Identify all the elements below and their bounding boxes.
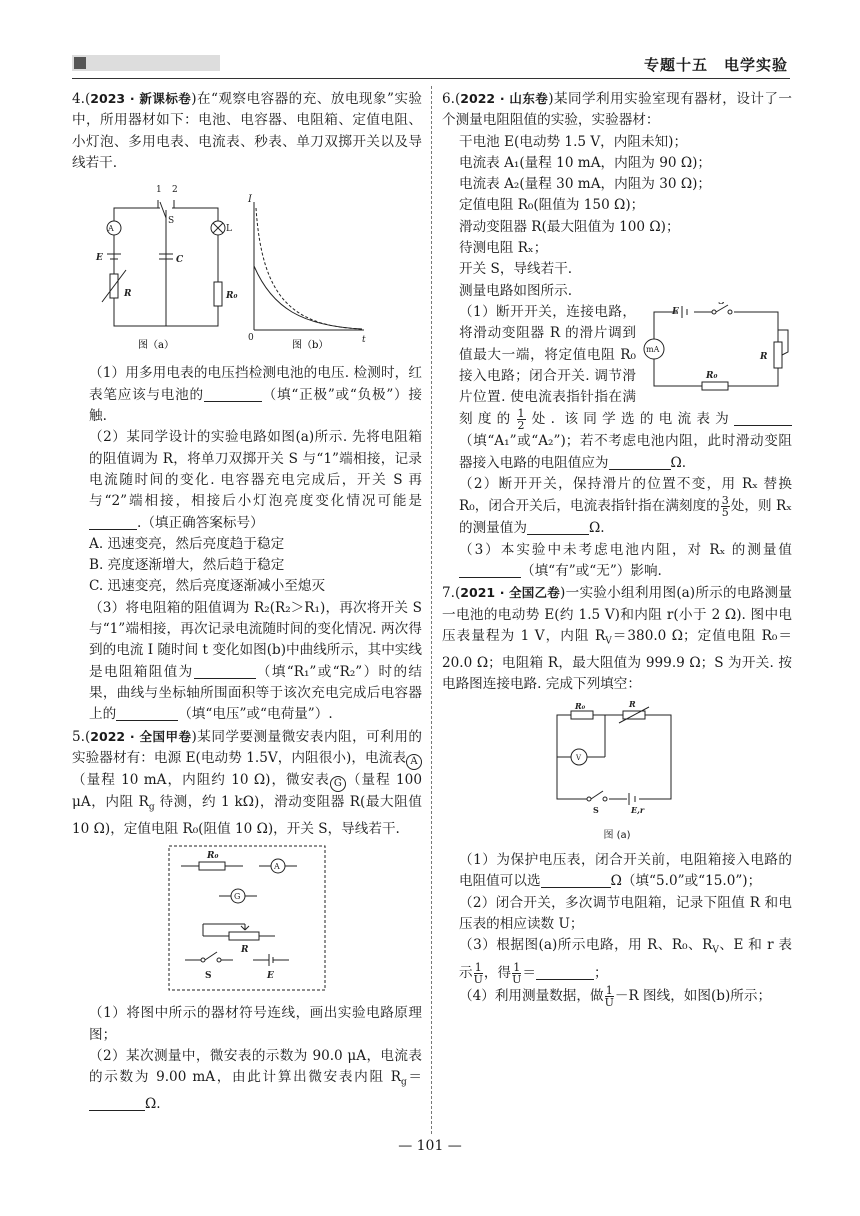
svg-text:R₀: R₀: [706, 370, 718, 381]
option-c: C. 迅速变亮，然后亮度逐渐减小至熄灭: [89, 578, 326, 595]
answer-blank[interactable]: [734, 411, 792, 426]
answer-blank[interactable]: [89, 1096, 145, 1111]
fraction: $\frac{1}{U}$: [473, 961, 483, 987]
q7-circuit-diagram: [547, 699, 687, 819]
svg-text:E,r: E,r: [631, 805, 645, 816]
svg-text:V: V: [576, 754, 582, 763]
svg-text:E: E: [672, 306, 679, 317]
equipment-item: 电流表 A₂(量程 30 mA，内阻为 30 Ω)；: [459, 176, 711, 193]
q4-figures: [72, 178, 422, 359]
svg-text:2: 2: [172, 185, 178, 196]
answer-blank[interactable]: [204, 387, 262, 402]
q6-circuit-diagram: [642, 302, 792, 398]
svg-text:E: E: [267, 971, 274, 982]
svg-text:R₀: R₀: [226, 291, 238, 302]
svg-text:R₀: R₀: [575, 701, 586, 712]
figure-b-label: 图（b）: [292, 340, 329, 352]
equipment-item: 滑动变阻器 R(最大阻值为 100 Ω)；: [459, 218, 680, 235]
right-column: [442, 88, 792, 1008]
svg-text:R₀: R₀: [207, 851, 219, 862]
equipment-item: 测量电路如图所示.: [459, 282, 573, 299]
svg-text:G: G: [234, 892, 241, 902]
ammeter-symbol: A: [406, 754, 422, 770]
answer-blank[interactable]: [89, 515, 137, 530]
equipment-item: 开关 S，导线若干.: [459, 261, 573, 278]
question-stem: 在“观察电容器的充、放电现象”实验中，所用器材如下：电池、电容器、电阻箱、定值电阻、小灯泡、多用电表、电流表、秒表、单刀双掷开关以及导线若干.: [72, 91, 422, 171]
fraction: $\frac{1}{2}$: [517, 407, 525, 433]
question-source: 2022 · 山东卷: [460, 91, 549, 106]
svg-text:R: R: [629, 699, 636, 710]
question-source: 2023 · 新课标卷: [90, 91, 192, 106]
answer-blank[interactable]: [194, 664, 256, 679]
question-source: 2022 · 全国甲卷: [90, 728, 192, 744]
header-topic: 专题十五 电学实验: [643, 56, 788, 74]
answer-blank[interactable]: [541, 873, 611, 888]
q6-circuit: [642, 302, 792, 405]
page-number: — 101 —: [398, 1138, 462, 1154]
svg-text:0: 0: [248, 333, 254, 344]
answer-blank[interactable]: [116, 706, 178, 721]
svg-text:mA: mA: [646, 344, 660, 354]
question-number: 4.: [72, 91, 85, 107]
svg-text:L: L: [226, 224, 232, 235]
fraction: $\frac{1}{U}$: [604, 984, 614, 1010]
figure-a-label: 图（a）: [138, 340, 174, 352]
header-logo: [72, 55, 220, 71]
column-divider: [431, 86, 432, 1134]
question-6: 6.(2022 · 山东卷)某同学利用实验室现有器材，设计了一个测量电阻阻值的实验，实验器材： 干电池 E(电动势 1.5 V，内阻未知)； 电流表 A₁(量程 10 mA，内阻为 90 Ω)； 电流表 A₂(量程 30 mA，内阻为 30 Ω)； 定值电阻 R₀(阻值为 150 Ω)； 滑动变阻器 R(最大阻值为 100 Ω)； 待测电阻 Rₓ； 开关 S，导线若干. 测量电路如图所示. E S mA R R₀ （1）断开开关，连接电路，将滑动变阻器 R 的滑片调到值最大一端，将定值电阻 R₀ 接入电路；闭合开关. 调节滑片位置. 使电流表指针指在满刻度的 $\frac{1}{2}$ 处. 该同学选的电流表为（填“A₁”或“A₂”)；若不考虑电池内阻，此时滑动变阻器接入电路的电阻值应为 Ω. （2）断开开关，保持滑片的位置不变，用 Rₓ 替换 R₀，闭合开关后，电流表指针指在满刻度的 $\frac{3}{5}$ 处，则 Rₓ 的测量值为 Ω. （3）本实验中未考虑电池内阻，对 Rₓ 的测量值（填“有”或“无”）影响.: [442, 91, 793, 579]
answer-blank[interactable]: [609, 455, 671, 470]
answer-blank[interactable]: [536, 965, 594, 980]
fraction: $\frac{1}{U}$: [512, 961, 522, 987]
equipment-item: 定值电阻 R₀(阻值为 150 Ω)；: [459, 197, 645, 214]
page-header: [72, 50, 790, 79]
question-5: 5.(2022 · 全国甲卷)某同学要测量微安表内阻，可利用的实验器材有：电源 E(电动势 1.5V，内阻很小)，电流表 A（量程 10 mA，内阻约 10 Ω)，微安表 G （量程 100 μA，内阻 $R_g$ 待测，约 1 kΩ)，滑动变阻器 R(最大阻值 10 Ω)，定值电阻 R₀(阻值 10 Ω)，开关 S，导线若干. R₀ A G R S E （1）将图中所示的器材符号连线，画出实验电路原理图； （2）某次测量中，微安表的示数为 90.0 μA，电流表的示数为 9.00 mA，由此计算出微安表内阻 $R_g=\Omega$.: [72, 728, 423, 1113]
q7-part2: （2）闭合开关，多次调节电阻箱，记录下阻值 R 和电压表的相应读数 U；: [459, 894, 792, 932]
equipment-item: 待测电阻 Rₓ；: [459, 240, 548, 257]
svg-text:R: R: [241, 945, 249, 956]
svg-text:S: S: [593, 805, 599, 816]
svg-text:E: E: [96, 253, 103, 264]
equipment-item: 干电池 E(电动势 1.5 V，内阻未知)；: [459, 133, 688, 150]
left-column: [72, 88, 422, 1116]
option-a: A. 迅速变亮，然后亮度趋于稳定: [89, 535, 285, 552]
svg-text:R: R: [760, 351, 768, 362]
question-source: 2021 · 全国乙卷: [460, 585, 561, 601]
svg-text:S: S: [205, 971, 212, 982]
q5-part1: （1）将图中所示的器材符号连线，画出实验电路原理图；: [89, 1005, 422, 1043]
figure-a-label: 图 (a): [603, 829, 631, 841]
galvanometer-symbol: G: [330, 776, 346, 792]
q4-circuit-and-graph: [72, 178, 372, 352]
fraction: $\frac{3}{5}$: [721, 494, 729, 520]
svg-text:C: C: [176, 255, 184, 266]
svg-text:I: I: [248, 194, 252, 206]
answer-blank[interactable]: [527, 520, 589, 535]
q5-components: [167, 844, 327, 992]
q5-figure: [72, 844, 422, 999]
svg-text:R: R: [124, 289, 132, 300]
svg-text:S: S: [168, 216, 175, 227]
svg-text:1: 1: [156, 185, 162, 196]
question-4: 4.(2023 · 新课标卷)在“观察电容器的充、放电现象”实验中，所用器材如下：电池、电容器、电阻箱、定值电阻、小灯泡、多用电表、电流表、秒表、单刀双掷开关以及导线若干. A 1 2 S L E C R R₀ I 0 t 图（a） 图（b） （1）用多用电表的电压挡检测电池的电压. 检测时，红表笔应该与电池的 （填“正极”或“负极”）接触. （2）某同学设计的实验电路如图(a)所示. 先将电阻箱的阻值调为 R，将单刀双掷开关 S 与“1”端相接，记录电流随时间的变化. 电容器充电完成后，开关 S 再与“2”端相接，相接后小灯泡亮度变化情况可能是.（填正确答案标号） A. 迅速变亮，然后亮度趋于稳定 B. 亮度逐渐增大，然后趋于稳定 C. 迅速变亮，然后亮度逐渐减小至熄灭 （3）将电阻箱的阻值调为 R₂(R₂＞R₁)，再次将开关 S 与“1”端相接，再次记录电流随时间的变化情况. 两次得到的电流 I 随时间 t 变化如图(b)中曲线所示，其中实线是电阻箱阻值为 （填“R₁”或“R₂”）时的结果，曲线与坐标轴所围面积等于该次充电完成后电容器上的 （填“电压”或“电荷量”）.: [72, 91, 423, 723]
answer-blank[interactable]: [459, 563, 521, 578]
svg-text:t: t: [362, 335, 366, 346]
svg-text:S: S: [718, 301, 725, 307]
svg-text:A: A: [108, 224, 114, 234]
svg-text:A: A: [274, 862, 280, 872]
option-b: B. 亮度逐渐增大，然后趋于稳定: [89, 557, 285, 574]
equipment-item: 电流表 A₁(量程 10 mA，内阻为 90 Ω)；: [459, 154, 711, 171]
q7-figure: [442, 699, 792, 846]
question-7: 7.(2021 · 全国乙卷)一实验小组利用图(a)所示的电路测量一电池的电动势 E(约 1.5 V)和内阻 r(小于 2 Ω). 图中电压表量程为 1 V，内阻 $R_V=380.0$ Ω；定值电阻 R₀＝20.0 Ω；电阻箱 R，最大阻值为 999.9 Ω；S 为开关. 按电路图连接电路. 完成下列填空： R₀ R V S E,r 图 (a) （1）为保护电压表，闭合开关前，电阻箱接入电路的电阻值可以选 Ω（填“5.0”或“15.0”)； （2）闭合开关，多次调节电阻箱，记录下阻值 R 和电压表的相应读数 U； （3）根据图(a)所示电路，用 R、R₀、$R_V$、E 和 r 表示 $\frac{1}{U}$ ，得 $\frac{1}{U}$ ＝ ； （4）利用测量数据，做 $\frac{1}{U}$ －R 图线，如图(b)所示；: [442, 585, 792, 1010]
